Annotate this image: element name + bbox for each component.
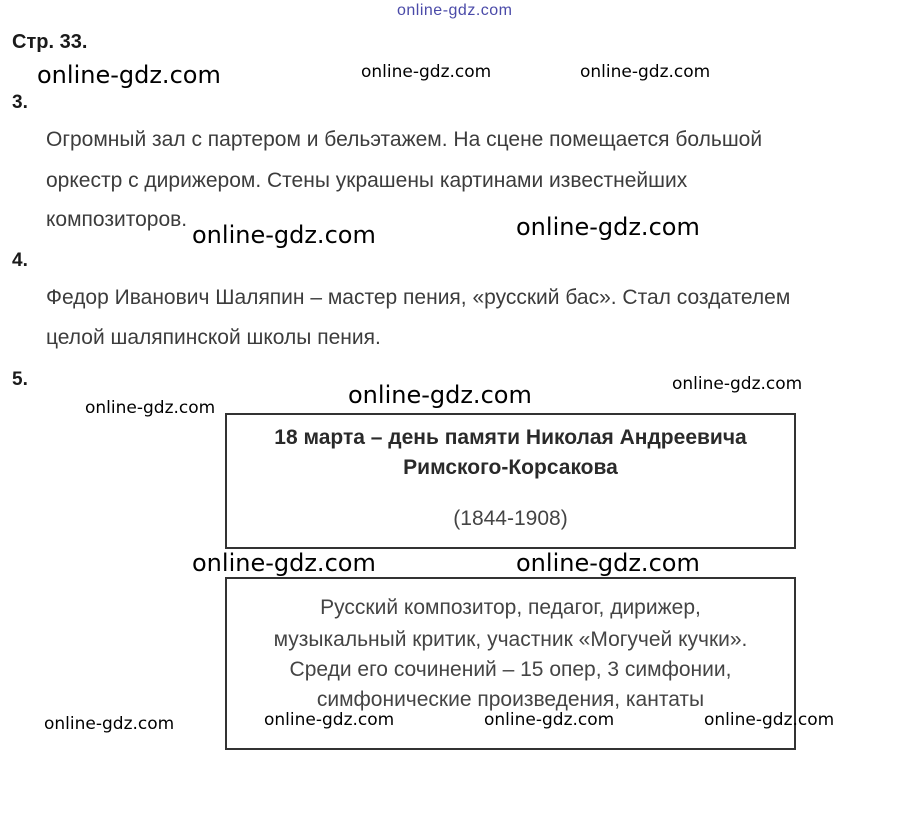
task-4-line-2: целой шаляпинской школы пения. [46, 326, 381, 349]
watermark: online-gdz.com [516, 549, 700, 577]
task-number-5: 5. [12, 369, 28, 390]
watermark: online-gdz.com [516, 213, 700, 241]
memorial-title-line-1: 18 марта – день памяти Николая Андреевича [274, 426, 747, 449]
watermark: online-gdz.com [192, 221, 376, 249]
watermark: online-gdz.com [348, 381, 532, 409]
watermark: online-gdz.com [264, 710, 395, 730]
watermark: online-gdz.com [85, 398, 216, 418]
watermark: online-gdz.com [672, 374, 803, 394]
description-line-2: музыкальный критик, участник «Могучей кучки». [273, 628, 748, 651]
watermark: online-gdz.com [37, 61, 221, 89]
memorial-years: (1844-1908) [453, 507, 568, 530]
task-number-4: 4. [12, 250, 28, 271]
memorial-title-box [225, 413, 796, 549]
watermark: online-gdz.com [704, 710, 835, 730]
memorial-title-line-2: Римского-Корсакова [403, 456, 618, 479]
task-4-line-1: Федор Иванович Шаляпин – мастер пения, «русский бас». Стал создателем [46, 286, 791, 309]
description-line-1: Русский композитор, педагог, дирижер, [320, 596, 701, 619]
task-3-line-3: композиторов. [46, 208, 188, 231]
task-3-line-1: Огромный зал с партером и бельэтажем. На сцене помещается большой [46, 128, 763, 151]
top-watermark: online-gdz.com [397, 2, 513, 19]
page-reference: Стр. 33. [12, 31, 88, 53]
watermark: online-gdz.com [580, 62, 711, 82]
watermark: online-gdz.com [484, 710, 615, 730]
description-line-4: симфонические произведения, кантаты [316, 688, 705, 711]
task-number-3: 3. [12, 92, 28, 113]
watermark: online-gdz.com [44, 714, 175, 734]
task-3-line-2: оркестр с дирижером. Стены украшены картинами известнейших [46, 169, 688, 192]
watermark: online-gdz.com [361, 62, 492, 82]
description-line-3: Среди его сочинений – 15 опер, 3 симфонии, [289, 658, 732, 681]
watermark: online-gdz.com [192, 549, 376, 577]
